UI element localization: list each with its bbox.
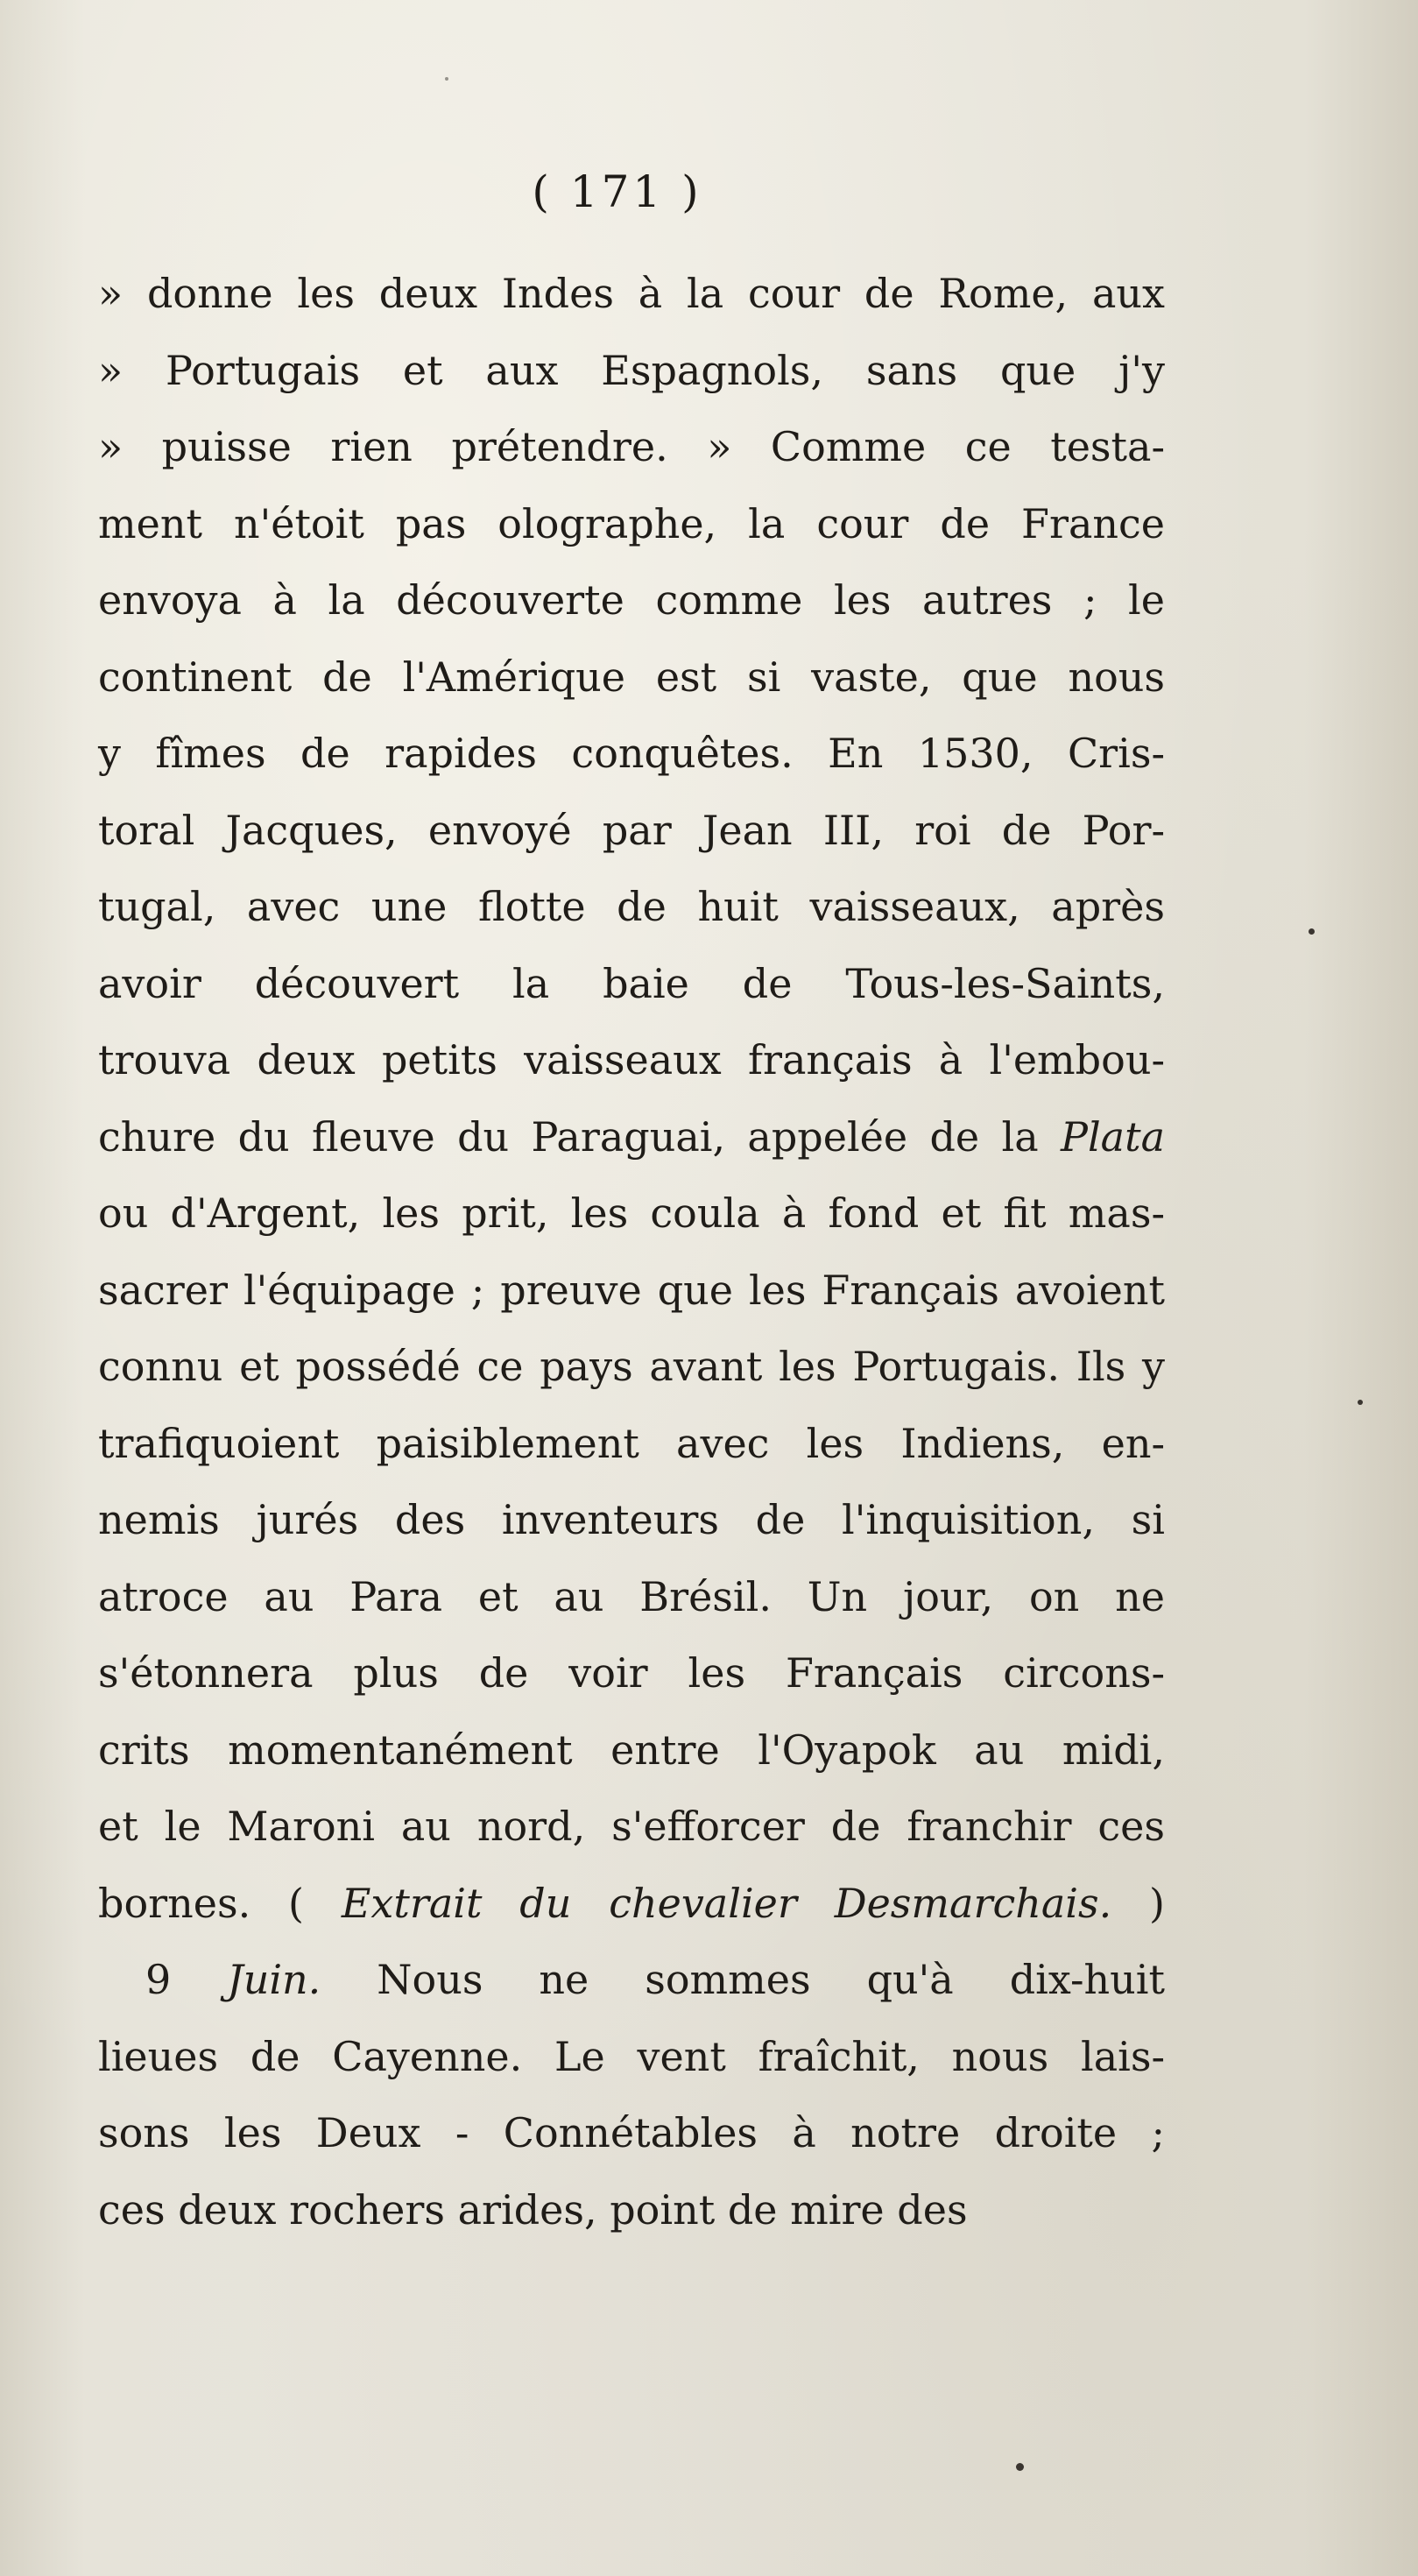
italic-text: Extrait du chevalier Desmarchais. — [341, 1879, 1112, 1927]
paper-speck — [1016, 2463, 1024, 2471]
text-segment: ou d'Argent, les prit, les coula à fond et fit mas- — [98, 1189, 1165, 1237]
text-line — [98, 256, 1165, 333]
text-segment: continent de l'Amérique est si vaste, que nous — [98, 653, 1165, 701]
text-segment: nemis jurés des inventeurs de l'inquisition, si — [98, 1496, 1165, 1543]
text-segment: y fîmes de rapides conquêtes. En 1530, Cris- — [98, 730, 1165, 777]
text-segment: 9 — [145, 1956, 228, 2003]
text-line — [98, 716, 1165, 793]
text-segment: et le Maroni au nord, s'efforcer de franchir ces — [98, 1803, 1165, 1850]
text-line — [98, 1635, 1165, 1712]
text-segment: Nous ne sommes qu'à dix-huit — [321, 1956, 1165, 2003]
text-line — [98, 1406, 1165, 1483]
text-segment: chure du fleuve du Paraguai, appelée de la — [98, 1112, 1061, 1161]
text-line — [98, 1175, 1165, 1253]
text-line — [98, 1253, 1165, 1330]
text-segment: » puisse rien prétendre. » Comme ce testa- — [98, 423, 1165, 470]
text-segment: atroce au Para et au Brésil. Un jour, on ne — [98, 1572, 1165, 1620]
text-line — [98, 1329, 1165, 1406]
page-number: ( 171 ) — [532, 166, 702, 217]
text-line — [98, 2019, 1165, 2096]
text-segment: envoya à la découverte comme les autres ; le — [98, 576, 1165, 624]
text-segment: sacrer l'équipage ; preuve que les Français avoient — [98, 1266, 1165, 1314]
text-segment: toral Jacques, envoyé par Jean III, roi de Por- — [98, 806, 1165, 854]
text-segment: connu et possédé ce pays avant les Portugais. Ils y — [98, 1343, 1165, 1390]
text-segment: tugal, avec une flotte de huit vaisseaux, après — [98, 883, 1165, 930]
paper-speck — [445, 77, 448, 81]
text-segment: crits momentanément entre l'Oyapok au midi, — [98, 1726, 1165, 1774]
text-line — [98, 1789, 1165, 1866]
text-line — [98, 333, 1165, 410]
text-line — [98, 1099, 1165, 1176]
italic-text: Juin. — [227, 1956, 321, 2003]
paper-speck — [1358, 1400, 1363, 1405]
text-segment: bornes. ( — [98, 1879, 342, 1927]
text-line — [98, 639, 1165, 716]
text-line — [98, 793, 1165, 870]
text-segment: trouva deux petits vaisseaux français à l'embou- — [98, 1036, 1165, 1083]
italic-text: Plata — [1061, 1112, 1165, 1161]
text-line — [98, 1559, 1165, 1636]
page-header — [0, 166, 1418, 217]
text-segment: trafiquoient paisiblement avec les Indiens, en- — [98, 1419, 1165, 1467]
text-line — [98, 2095, 1165, 2172]
text-line — [98, 869, 1165, 946]
text-line — [98, 1712, 1165, 1789]
paper-speck — [1309, 928, 1315, 935]
text-segment: lieues de Cayenne. Le vent fraîchit, nous lais- — [98, 2032, 1165, 2080]
text-segment: » Portugais et aux Espagnols, sans que j'y — [98, 346, 1165, 394]
text-line — [98, 2172, 1165, 2249]
text-line — [98, 486, 1165, 563]
text-segment: avoir découvert la baie de Tous-les-Saints, — [98, 959, 1165, 1007]
text-line — [98, 1482, 1165, 1559]
body-text — [98, 256, 1165, 2248]
text-line — [98, 1866, 1165, 1943]
text-line — [98, 409, 1165, 486]
text-segment: ment n'étoit pas olographe, la cour de France — [98, 499, 1165, 547]
text-line — [98, 1022, 1165, 1099]
text-line — [98, 562, 1165, 639]
text-segment: » donne les deux Indes à la cour de Rome, aux — [98, 270, 1165, 317]
text-segment: ces deux rochers arides, point de mire des — [98, 2185, 968, 2234]
text-segment: s'étonnera plus de voir les Français circons- — [98, 1649, 1165, 1697]
text-line — [98, 946, 1165, 1023]
text-segment: sons les Deux - Connétables à notre droite ; — [98, 2109, 1165, 2156]
text-segment: ) — [1111, 1879, 1166, 1927]
text-line — [98, 1942, 1165, 2019]
